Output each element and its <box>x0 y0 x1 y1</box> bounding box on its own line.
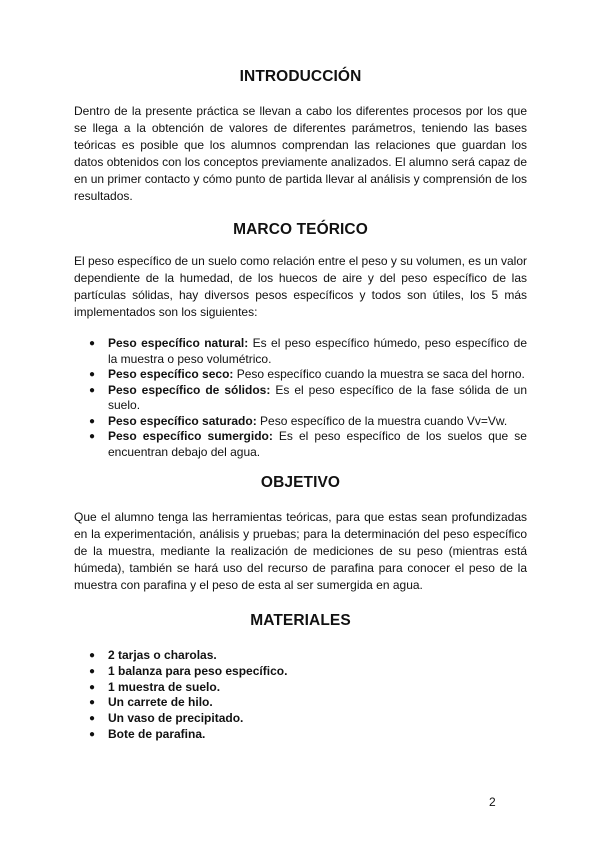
materiales-list <box>74 648 527 743</box>
list-item-term: Peso específico seco: <box>108 367 234 381</box>
bullet-icon: ● <box>89 697 96 709</box>
bullet-icon: ● <box>89 338 96 349</box>
peso-especifico-list <box>74 336 527 460</box>
introduccion-paragraph: Dentro de la presente práctica se llevan a cabo los diferentes procesos por los que se llega a la obtención de valores de diferentes parámetros, teniendo las bases teóricas es posible que los alumnos comprendan las relaciones que guardan los datos obtenidos con los conceptos previamente analizados. El alumno será capaz de en un primer contacto y cómo punto de partida llevar al análisis y comprensión de los resultados. <box>74 104 527 203</box>
page-number: 2 <box>489 795 496 809</box>
list-item <box>74 429 527 460</box>
list-item-text: 1 muestra de suelo. <box>108 679 221 694</box>
marco-teorico-paragraph: El peso específico de un suelo como relación entre el peso y su volumen, es un valor dependiente de la humedad, de los huecos de aire y del peso específico de las partículas sólidas, hay diversos pesos específicos y todos son útiles, los 5 más implementados son los siguientes: <box>74 254 527 319</box>
bullet-icon: ● <box>89 369 96 380</box>
list-item-term: Peso específico natural: <box>108 336 249 350</box>
bullet-icon: ● <box>89 415 96 427</box>
list-item-term: Peso específico saturado: <box>108 413 257 428</box>
section-title-marco-teorico: MARCO TEÓRICO <box>233 221 368 238</box>
bullet-icon: ● <box>89 650 96 661</box>
list-item <box>74 367 527 383</box>
list-item <box>74 680 527 696</box>
list-item <box>74 695 527 711</box>
list-item-desc: Peso específico de la muestra cuando Vv=Vw. <box>256 413 508 428</box>
list-item-desc: Es el peso específico de los suelos que se encuentran debajo del agua. <box>108 429 527 459</box>
section-title-objetivo: OBJETIVO <box>260 474 341 491</box>
bullet-icon: ● <box>89 665 96 677</box>
list-item-term: Peso específico de sólidos: <box>108 382 271 397</box>
bullet-icon: ● <box>89 431 96 442</box>
list-item-text: Bote de parafina. <box>108 726 206 741</box>
bullet-icon: ● <box>89 713 96 725</box>
list-item-text: Un carrete de hilo. <box>108 695 213 710</box>
list-item-text: 2 tarjas o charolas. <box>108 648 217 662</box>
list-item <box>74 383 527 414</box>
list-item-desc: Es el peso específico de la fase sólida de un suelo. <box>108 382 527 412</box>
bullet-icon: ● <box>89 728 96 740</box>
list-item-text: 1 balanza para peso específico. <box>108 663 288 678</box>
section-title-materiales: MATERIALES <box>250 612 351 629</box>
list-item <box>74 711 527 727</box>
list-item <box>74 414 527 430</box>
list-item <box>74 727 527 743</box>
list-item-term: Peso específico sumergido: <box>108 429 273 443</box>
list-item <box>74 336 527 367</box>
list-item-desc: Peso específico cuando la muestra se saca del horno. <box>233 367 525 381</box>
section-title-introduccion: INTRODUCCIÓN <box>239 68 362 85</box>
list-item-text: Un vaso de precipitado. <box>108 711 244 726</box>
list-item <box>74 664 527 680</box>
bullet-icon: ● <box>89 681 96 693</box>
page-content <box>74 68 527 743</box>
list-item <box>74 648 527 664</box>
objetivo-paragraph: Que el alumno tenga las herramientas teóricas, para que estas sean profundizadas en la experimentación, análisis y pruebas; para la determinación del peso específico de la muestra, mediante la realización de mediciones de su peso (mientras está húmeda), también se hará uso del recurso de parafina para conocer el peso de la muestra con parafina y el peso de esta al ser sumergida en agua. <box>74 510 527 592</box>
list-item-desc: Es el peso específico húmedo, peso específico de la muestra o peso volumétrico. <box>108 336 527 366</box>
bullet-icon: ● <box>89 384 96 396</box>
